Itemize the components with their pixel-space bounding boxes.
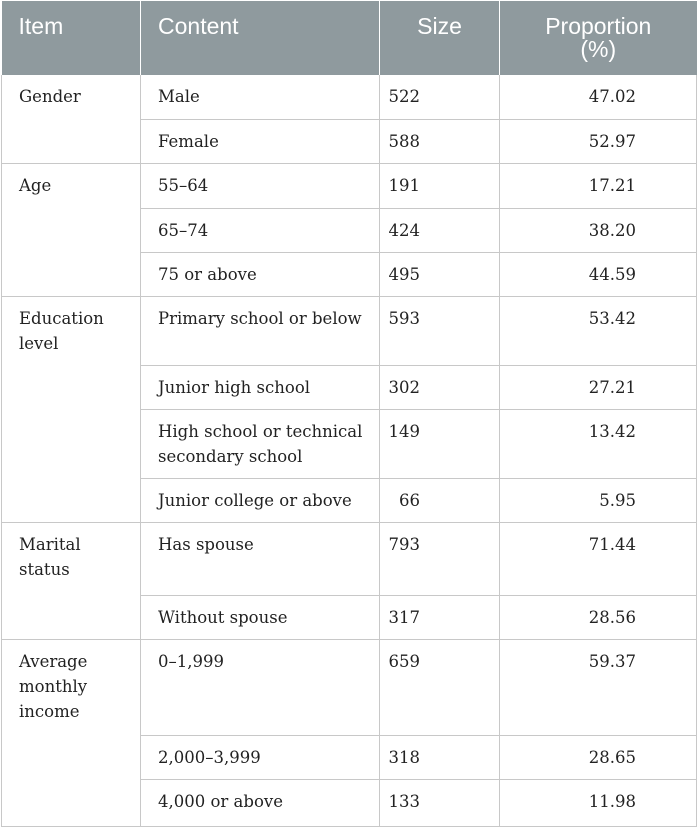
table-row — [2, 75, 697, 119]
item-age: Age — [2, 163, 141, 296]
item-gender: Gender — [2, 75, 141, 163]
content-cell: 65–74 — [141, 208, 380, 252]
content-cell: Without spouse — [141, 595, 380, 639]
content-cell: Has spouse — [141, 522, 380, 595]
table-body — [2, 75, 697, 826]
proportion-cell: 59.37 — [500, 639, 697, 735]
content-cell: Junior college or above — [141, 478, 380, 522]
proportion-cell: 28.65 — [500, 735, 697, 779]
size-cell: 424 — [380, 208, 500, 252]
header-proportion-unit: (%) — [580, 36, 617, 62]
header-proportion-label: Proportion — [545, 13, 652, 39]
size-cell: 318 — [380, 735, 500, 779]
item-education-level: Education level — [2, 296, 141, 522]
proportion-cell: 27.21 — [500, 365, 697, 409]
content-cell: 75 or above — [141, 252, 380, 296]
content-cell: Primary school or below — [141, 296, 380, 365]
item-marital-status: Marital status — [2, 522, 141, 639]
size-cell: 133 — [380, 779, 500, 826]
header-content: Content — [141, 1, 380, 75]
content-cell: Male — [141, 75, 380, 119]
proportion-cell: 17.21 — [500, 163, 697, 208]
size-cell: 191 — [380, 163, 500, 208]
table-row — [2, 163, 697, 208]
table-row — [2, 639, 697, 735]
proportion-cell: 53.42 — [500, 296, 697, 365]
table-header — [2, 1, 697, 75]
content-cell: 4,000 or above — [141, 779, 380, 826]
proportion-cell: 13.42 — [500, 409, 697, 478]
item-average-monthly-income: Average monthly income — [2, 639, 141, 826]
size-cell: 593 — [380, 296, 500, 365]
size-cell: 317 — [380, 595, 500, 639]
header-size: Size — [380, 1, 500, 75]
proportion-cell: 47.02 — [500, 75, 697, 119]
size-cell: 522 — [380, 75, 500, 119]
size-cell: 66 — [380, 478, 500, 522]
proportion-cell: 5.95 — [500, 478, 697, 522]
header-item: Item — [2, 1, 141, 75]
size-cell: 302 — [380, 365, 500, 409]
content-cell: 55–64 — [141, 163, 380, 208]
header-row — [2, 1, 697, 75]
content-cell: High school or technical secondary school — [141, 409, 380, 478]
header-proportion — [500, 1, 697, 75]
size-cell: 793 — [380, 522, 500, 595]
content-cell: 0–1,999 — [141, 639, 380, 735]
table-row — [2, 522, 697, 595]
proportion-cell: 44.59 — [500, 252, 697, 296]
proportion-cell: 28.56 — [500, 595, 697, 639]
content-cell: 2,000–3,999 — [141, 735, 380, 779]
size-cell: 495 — [380, 252, 500, 296]
proportion-cell: 38.20 — [500, 208, 697, 252]
size-cell: 588 — [380, 119, 500, 163]
size-cell: 659 — [380, 639, 500, 735]
content-cell: Junior high school — [141, 365, 380, 409]
proportion-cell: 52.97 — [500, 119, 697, 163]
proportion-cell: 71.44 — [500, 522, 697, 595]
size-cell: 149 — [380, 409, 500, 478]
table-row — [2, 296, 697, 365]
proportion-cell: 11.98 — [500, 779, 697, 826]
content-cell: Female — [141, 119, 380, 163]
demographics-table — [1, 1, 697, 827]
